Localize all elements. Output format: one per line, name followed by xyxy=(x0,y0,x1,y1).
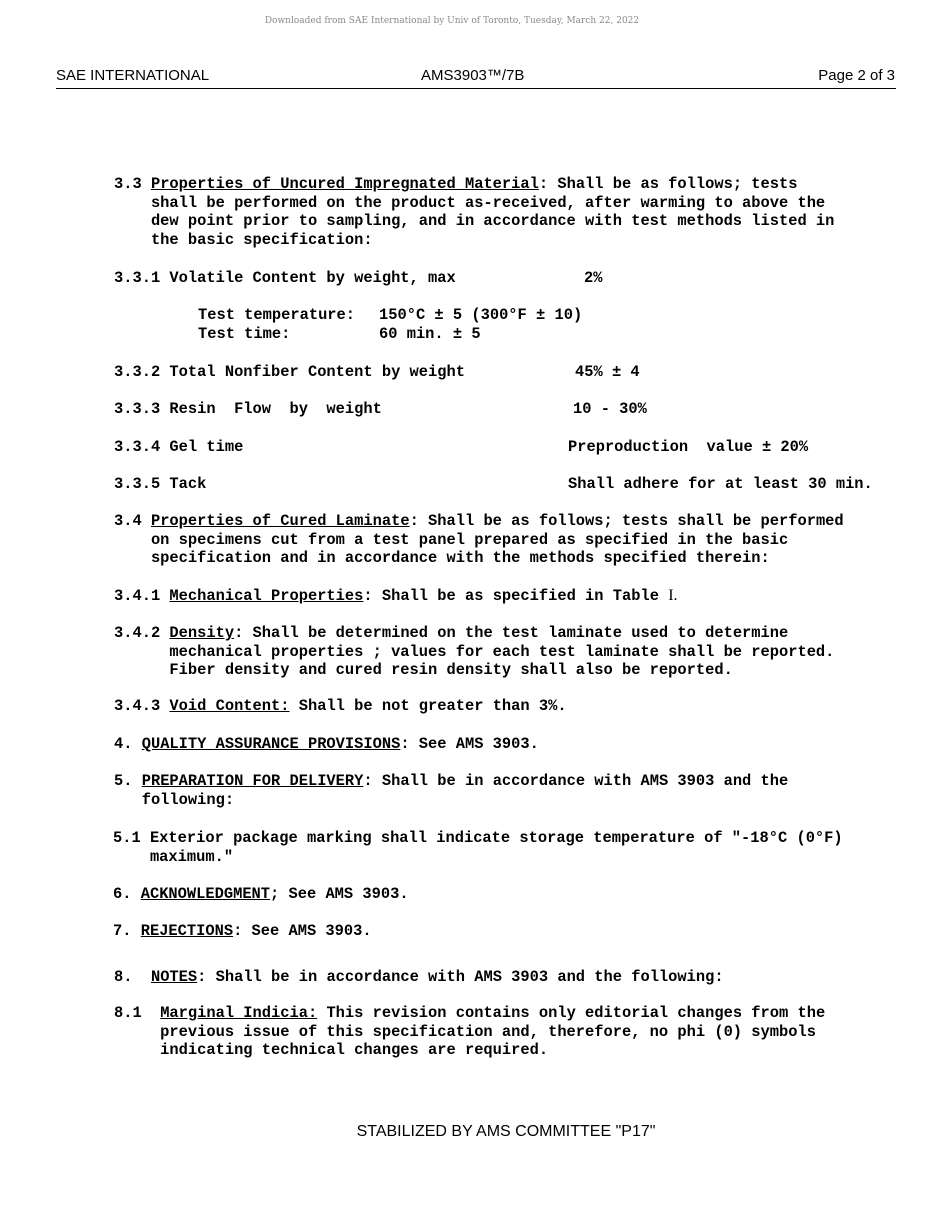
section-3-3-5-value: Shall adhere for at least 30 min. xyxy=(568,475,873,493)
section-3-4-3-title: Void Content: xyxy=(169,697,290,715)
test-temperature-label: Test temperature: xyxy=(198,306,356,324)
section-8: 8. NOTES: Shall be in accordance with AMS 3903 and the following: xyxy=(114,968,724,986)
section-3-3-4-label: 3.3.4 Gel time xyxy=(114,438,244,456)
section-3-4: 3.4 Properties of Cured Laminate: Shall be as follows; tests shall be performed on specimens cut from a test panel prepared as specified in the basic specification and in accordance with the methods specified therein: xyxy=(114,512,844,568)
section-6-title: ACKNOWLEDGMENT xyxy=(140,885,271,903)
section-7: 7. REJECTIONS: See AMS 3903. xyxy=(113,922,372,940)
section-3-4-1: 3.4.1 Mechanical Properties: Shall be as specified in Table I. xyxy=(114,587,678,605)
section-3-3-1-label: 3.3.1 Volatile Content by weight, max xyxy=(114,269,456,287)
section-3-3-3-label: 3.3.3 Resin Flow by weight xyxy=(114,400,382,418)
section-8-1: 8.1 Marginal Indicia: This revision contains only editorial changes from the previous issue of this specification and, therefore, no phi (0) symbols indicating technical changes are required. xyxy=(114,1004,826,1060)
section-3-3-3-value: 10 - 30% xyxy=(573,400,647,418)
download-notice: Downloaded from SAE International by Univ of Toronto, Tuesday, March 22, 2022 xyxy=(264,16,640,26)
section-3-4-2-title: Density xyxy=(169,624,235,642)
header-page-number: Page 2 of 3 xyxy=(818,67,895,84)
section-4: 4. QUALITY ASSURANCE PROVISIONS: See AMS 3903. xyxy=(114,735,539,753)
section-3-3-title: Properties of Uncured Impregnated Material xyxy=(150,175,539,193)
section-7-title: REJECTIONS xyxy=(140,922,234,940)
header-org: SAE INTERNATIONAL xyxy=(56,67,210,84)
test-time-label: Test time: xyxy=(198,325,291,343)
table-reference: I. xyxy=(668,587,678,604)
section-3-4-3: 3.4.3 Void Content: Shall be not greater than 3%. xyxy=(114,697,567,715)
test-temperature-value: 150°C ± 5 (300°F ± 10) xyxy=(379,306,583,324)
section-3-3-2-label: 3.3.2 Total Nonfiber Content by weight xyxy=(114,363,465,381)
section-3-3-4-value: Preproduction value ± 20% xyxy=(568,438,809,456)
section-3-3-2-value: 45% ± 4 xyxy=(575,363,640,381)
test-time-value: 60 min. ± 5 xyxy=(379,325,481,343)
section-5-title: PREPARATION FOR DELIVERY xyxy=(141,772,364,790)
section-4-title: QUALITY ASSURANCE PROVISIONS xyxy=(141,735,401,753)
section-8-title: NOTES xyxy=(150,968,198,986)
page-header xyxy=(56,66,896,89)
section-3-4-title: Properties of Cured Laminate xyxy=(150,512,410,530)
section-3-3: 3.3 Properties of Uncured Impregnated Material: Shall be as follows; tests shall be performed on the product as-received, after warming to above the dew point prior to sampling, and in accordance with test methods listed in the basic specification: xyxy=(114,175,835,249)
section-5-1: 5.1 Exterior package marking shall indicate storage temperature of "-18°C (0°F) maximum." xyxy=(113,829,843,866)
section-5: 5. PREPARATION FOR DELIVERY: Shall be in accordance with AMS 3903 and the following: xyxy=(114,772,789,809)
section-3-4-1-title: Mechanical Properties xyxy=(169,587,364,605)
section-6: 6. ACKNOWLEDGMENT; See AMS 3903. xyxy=(113,885,409,903)
section-8-1-title: Marginal Indicia: xyxy=(160,1004,318,1022)
section-3-4-2: 3.4.2 Density: Shall be determined on the test laminate used to determine mechanical properties ; values for each test laminate shall be reported. Fiber density and cured resin density shall also be reported. xyxy=(114,624,835,680)
stabilized-footer: STABILIZED BY AMS COMMITTEE "P17" xyxy=(356,1123,656,1140)
section-3-3-1-value: 2% xyxy=(584,269,603,287)
header-doc-id: AMS3903™/7B xyxy=(421,67,525,84)
section-3-3-5-label: 3.3.5 Tack xyxy=(114,475,207,493)
